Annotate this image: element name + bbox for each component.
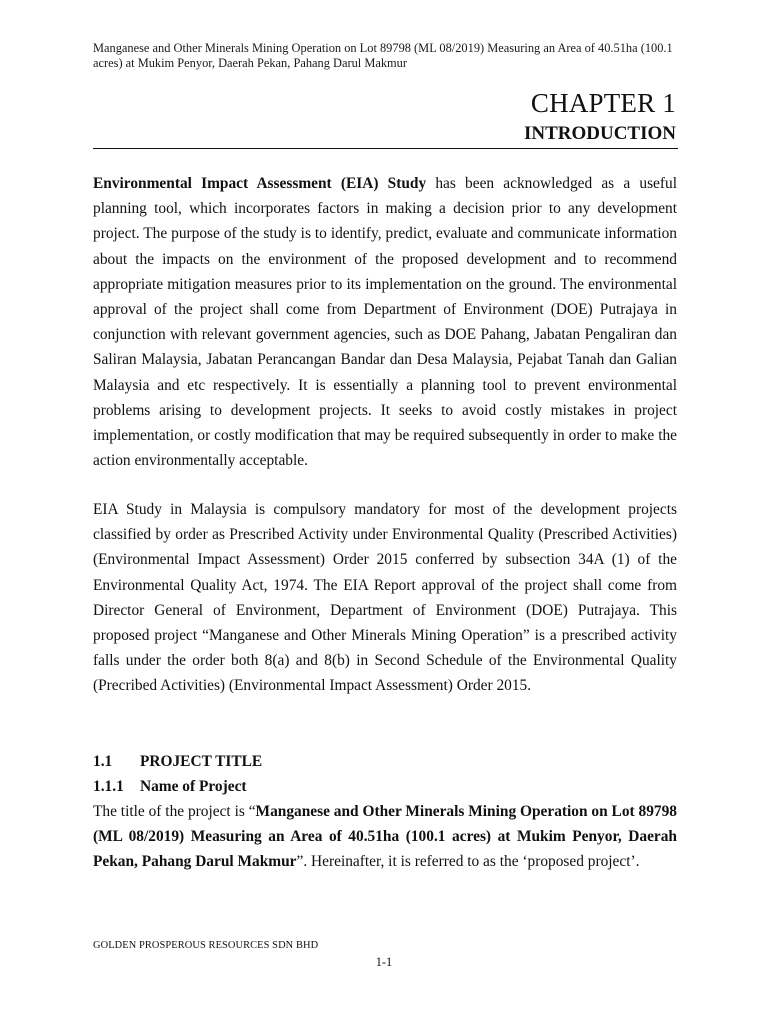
- section-number: 1.1: [93, 753, 113, 770]
- paragraph-eia-definition: [93, 171, 677, 473]
- page-number: 1-1: [375, 955, 393, 969]
- section-title: PROJECT TITLE: [140, 753, 263, 770]
- subsection-title: Name of Project: [140, 778, 247, 795]
- paragraph-body: has been acknowledged as a useful planning tool, which incorporates factors in making a decision prior to any development project. The purpose of the study is to identify, predict, evaluate and communicate information about the impacts on the environment of the proposed development and to recommend appropriate mitigation measures prior to its implementation on the ground. The environmental approval of the project shall come from Department of Environment (DOE) Putrajaya in conjunction with relevant government agencies, such as DOE Pahang, Jabatan Pengaliran dan Saliran Malaysia, Jabatan Perancangan Bandar dan Desa Malaysia, Pejabat Tanah dan Galian Malaysia and etc respectively. It is essentially a planning tool to prevent environmental problems arising to development projects. It seeks to avoid costly mistakes in project implementation, or costly modification that may be required subsequently in order to make the action environmentally acceptable.: [93, 175, 677, 470]
- chapter-divider: [93, 148, 678, 149]
- paragraph-lead-bold: Environmental Impact Assessment (EIA) Study: [93, 175, 427, 192]
- chapter-number: CHAPTER 1: [530, 88, 676, 118]
- subsection-heading: [93, 774, 247, 799]
- paragraph-project-name: [93, 799, 677, 875]
- chapter-heading: [524, 86, 676, 145]
- project-title-bold: Manganese and Other Minerals Mining Operation on Lot 89798 (ML 08/2019) Measuring an Area of 40.51ha (100.1 acres) at Mukim Penyor, Daerah Pekan, Pahang Darul Makmur: [93, 803, 677, 871]
- paragraph-eia-malaysia: EIA Study in Malaysia is compulsory mandatory for most of the development projects classified by order as Prescribed Activity under Environmental Quality (Prescribed Activities) (Environmental Impact Assessment) Order 2015 conferred by subsection 34A (1) of the Environmental Quality Act, 1974. The EIA Report approval of the project shall come from Director General of Environment, Department of Environment (DOE) Putrajaya. This proposed project “Manganese and Other Minerals Mining Operation” is a prescribed activity falls under the order both 8(a) and 8(b) in Second Schedule of the Environmental Quality (Precribed Activities) (Environmental Impact Assessment) Order 2015.: [93, 501, 677, 695]
- section-heading: [93, 749, 262, 774]
- paragraph-outro: ”. Hereinafter, it is referred to as the ‘proposed project’.: [296, 853, 640, 871]
- subsection-number: 1.1.1: [93, 778, 124, 795]
- chapter-title: INTRODUCTION: [523, 123, 676, 144]
- footer-company: GOLDEN PROSPEROUS RESOURCES SDN BHD: [93, 940, 319, 951]
- running-header: Manganese and Other Minerals Mining Operation on Lot 89798 (ML 08/2019) Measuring an Area of 40.51ha (100.1 acres) at Mukim Penyor, Daerah Pekan, Pahang Darul Makmur: [93, 41, 673, 70]
- paragraph-intro: The title of the project is “: [93, 803, 256, 820]
